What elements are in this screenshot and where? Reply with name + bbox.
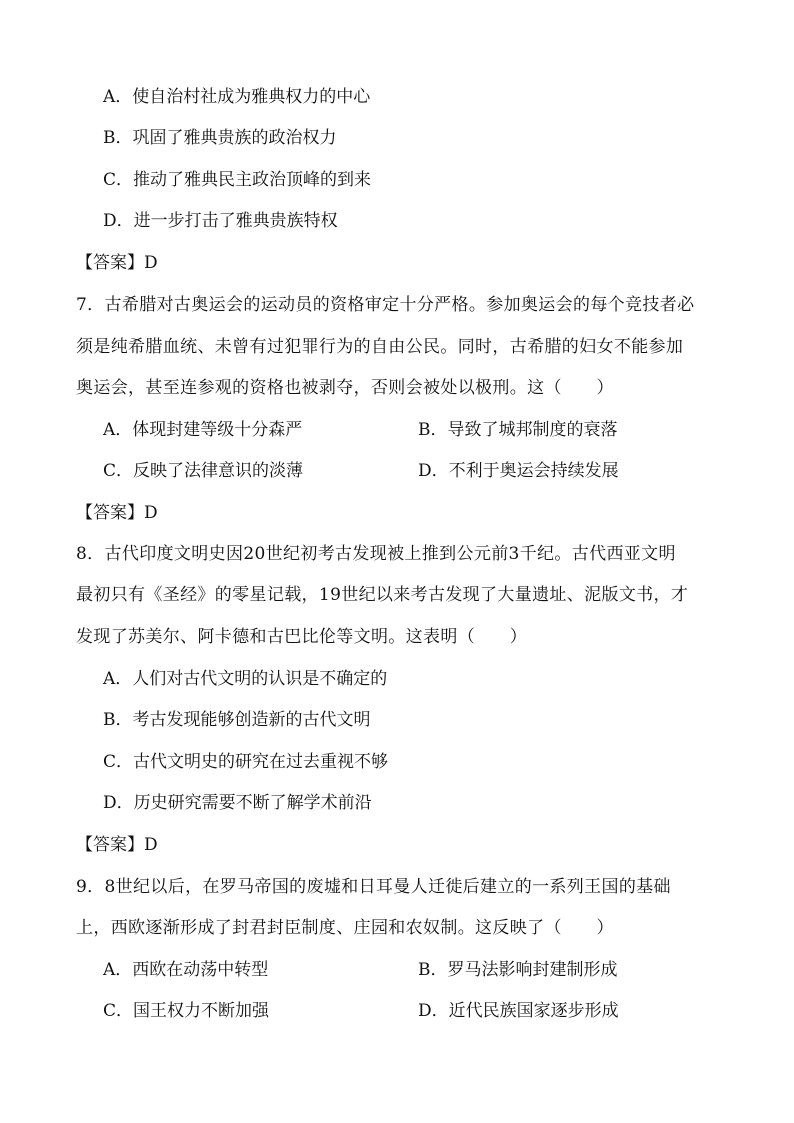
q7-stem-line-2: 须是纯希腊血统、未曾有过犯罪行为的自由公民。同时，古希腊的妇女不能参加 <box>76 337 684 357</box>
q9-option-d: D．近代民族国家逐步形成 <box>418 1001 619 1021</box>
q6-answer: 【答案】D <box>76 253 158 273</box>
q6-option-a: A．使自治村社成为雅典权力的中心 <box>103 87 371 107</box>
q7-stem-line-1: 7．古希腊对古奥运会的运动员的资格审定十分严格。参加奥运会的每个竞技者必 <box>76 295 695 315</box>
q7-option-b: B．导致了城邦制度的衰落 <box>418 420 618 440</box>
q9-option-c: C．国王权力不断加强 <box>103 1001 270 1021</box>
q8-option-d: D．历史研究需要不断了解学术前沿 <box>103 793 372 813</box>
q8-answer: 【答案】D <box>76 835 158 855</box>
q8-option-a: A．人们对古代文明的认识是不确定的 <box>103 669 388 689</box>
q8-stem-line-1: 8．古代印度文明史因20世纪初考古发现被上推到公元前3千纪。古代西亚文明 <box>76 544 676 564</box>
q9-option-b: B．罗马法影响封建制形成 <box>418 960 618 980</box>
q9-stem-line-1: 9．8世纪以后，在罗马帝国的废墟和日耳曼人迁徙后建立的一系列王国的基础 <box>76 877 671 897</box>
q8-option-b: B．考古发现能够创造新的古代文明 <box>103 710 371 730</box>
q7-option-a: A．体现封建等级十分森严 <box>103 420 303 440</box>
q7-option-c: C．反映了法律意识的淡薄 <box>103 461 304 481</box>
q7-stem-line-3: 奥运会，甚至连参观的资格也被剥夺，否则会被处以极刑。这（ ） <box>76 378 614 398</box>
q8-option-c: C．古代文明史的研究在过去重视不够 <box>103 752 389 772</box>
q6-option-d: D．进一步打击了雅典贵族特权 <box>103 211 338 231</box>
q9-stem-line-2: 上，西欧逐渐形成了封君封臣制度、庄园和农奴制。这反映了（ ） <box>76 918 614 938</box>
q9-option-a: A．西欧在动荡中转型 <box>103 960 269 980</box>
q7-answer: 【答案】D <box>76 503 158 523</box>
q6-option-b: B．巩固了雅典贵族的政治权力 <box>103 128 337 148</box>
q8-stem-line-2: 最初只有《圣经》的零星记载，19世纪以来考古发现了大量遗址、泥版文书，才 <box>76 585 689 605</box>
q6-option-c: C．推动了雅典民主政治顶峰的到来 <box>103 170 372 190</box>
q8-stem-line-3: 发现了苏美尔、阿卡德和古巴比伦等文明。这表明（ ） <box>76 627 528 647</box>
q7-option-d: D．不利于奥运会持续发展 <box>418 461 619 481</box>
